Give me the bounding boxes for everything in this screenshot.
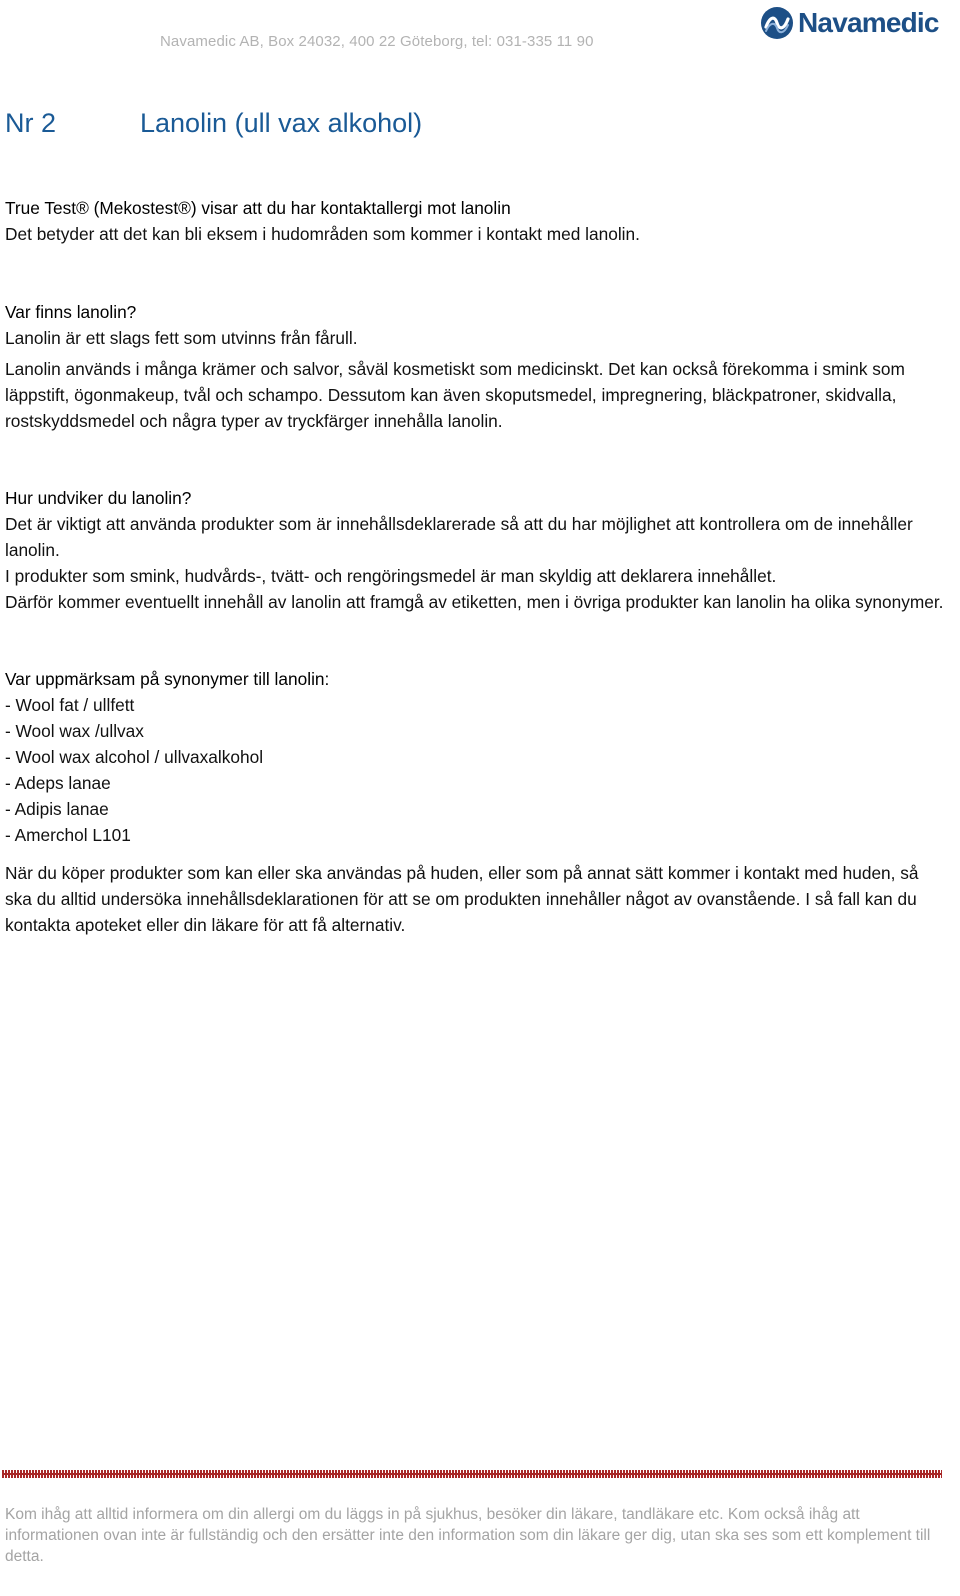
intro-text: Det betyder att det kan bli eksem i hudområden som kommer i kontakt med lanolin. xyxy=(5,224,640,244)
where-text-2: Lanolin används i många krämer och salvor, såväl kosmetiskt som medicinskt. Det kan också förekomma i smink som läppstift, ögonmakeup, tvål och schampo. Dessutom kan även skoputsmedel, impregnering, bläckpatroner, skidvalla, rostskyddsmedel och några typer av tryckfärger innehålla lanolin. xyxy=(5,359,905,431)
list-item: - Amerchol L101 xyxy=(5,825,131,845)
company-logo xyxy=(760,6,939,40)
document-number: Nr 2 xyxy=(5,108,57,138)
document-title-text: Lanolin (ull vax alkohol) xyxy=(140,108,423,138)
avoid-heading: Hur undviker du lanolin? xyxy=(5,488,192,508)
avoid-text-2: I produkter som smink, hudvårds-, tvätt- och rengöringsmedel är man skyldig att deklarera innehållet. xyxy=(5,566,777,586)
synonyms-heading: Var uppmärksam på synonymer till lanolin: xyxy=(5,669,330,689)
list-item: - Adipis lanae xyxy=(5,799,109,819)
where-text-1: Lanolin är ett slags fett som utvinns från fårull. xyxy=(5,328,358,348)
avoid-text-1: Det är viktigt att använda produkter som är innehållsdeklarerade så att du har möjlighet att kontrollera om de innehåller lanolin. xyxy=(5,514,913,560)
list-item: - Adeps lanae xyxy=(5,773,111,793)
list-item: - Wool fat / ullfett xyxy=(5,695,135,715)
logo-text: Navamedic xyxy=(798,7,939,38)
navamedic-logo-mark-icon xyxy=(760,6,794,40)
intro-heading: True Test® (Mekostest®) visar att du har kontaktallergi mot lanolin xyxy=(5,198,511,218)
document-body xyxy=(5,195,950,938)
header-address: Navamedic AB, Box 24032, 400 22 Göteborg, tel: 031-335 11 90 xyxy=(160,33,594,50)
avoid-text-3: Därför kommer eventuellt innehåll av lanolin att framgå av etiketten, men i övriga produkter kan lanolin ha olika synonymer. xyxy=(5,592,944,612)
list-item: - Wool wax /ullvax xyxy=(5,721,144,741)
footer-divider xyxy=(2,1470,942,1478)
advice-text: När du köper produkter som kan eller ska användas på huden, eller som på annat sätt kommer i kontakt med huden, så ska du alltid undersöka innehållsdeklarationen för att se om produkten innehåller något av ovanstående. I så fall kan du kontakta apoteket eller din läkare för att få alternativ. xyxy=(5,863,919,935)
footer-disclaimer: Kom ihåg att alltid informera om din allergi om du läggs in på sjukhus, besöker din läkare, tandläkare etc. Kom också ihåg att informationen ovan inte är fullständig och den ersätter inte den information som din läkare ger dig, utan ska ses som ett komplement till detta. xyxy=(5,1506,931,1565)
list-item: - Wool wax alcohol / ullvaxalkohol xyxy=(5,747,264,767)
where-heading: Var finns lanolin? xyxy=(5,302,137,322)
document-title xyxy=(5,108,422,139)
synonym-list xyxy=(5,692,950,848)
